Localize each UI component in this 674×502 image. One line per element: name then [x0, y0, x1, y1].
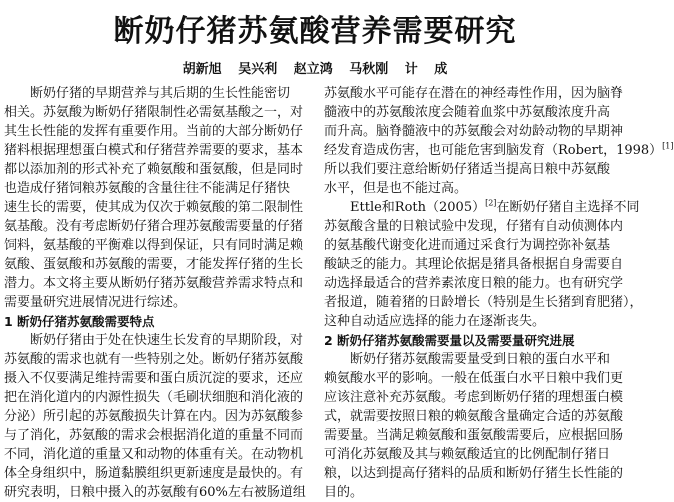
body-line: 速生长的需要，使其成为仅次于赖氨酸的第二限制性 — [4, 200, 304, 215]
body-line: 水平，但是也不能过高。 — [324, 181, 468, 196]
paper-title: 断奶仔猪苏氨酸营养需要研究 — [113, 14, 517, 49]
body-line: 需要量。当满足赖氨酸和蛋氨酸需要后，应根据回肠 — [324, 428, 624, 443]
body-line: 苏氨酸的需求也就有一些特别之处。断奶仔猪苏氨酸 — [4, 352, 304, 367]
body-line: 把在消化道内的内源性损失（毛刷状细胞和消化液的 — [4, 390, 304, 405]
body-line: 赖氨酸水平的影响。一般在低蛋白水平日粮中我们更 — [324, 371, 624, 386]
body-line: 者报道，随着猪的日龄增长（特别是生长猪到育肥猪）， — [324, 295, 643, 310]
body-line: 饲料，氨基酸的平衡难以得到保证，只有同时满足赖 — [4, 238, 304, 253]
body-line — [324, 141, 674, 160]
body-line: 断奶仔猪的早期营养与其后期的生长性能密切 — [30, 86, 291, 101]
body-line: 相关。苏氨酸为断奶仔猪限制性必需氨基酸之一，对 — [4, 105, 304, 120]
body-line: 研究表明，日粮中摄入的苏氨酸有60%左右被肠道组 — [4, 485, 306, 500]
body-line: 粮，以达到提高仔猪料的品质和断奶仔猪生长性能的 — [324, 466, 624, 481]
body-line: 的氨基酸代谢变化进而通过采食行为调控弥补氨基 — [324, 238, 611, 253]
body-line: 可消化苏氨酸及其与赖氨酸适宜的比例配制仔猪日 — [324, 447, 611, 462]
body-line: 其生长性能的发挥有重要作用。当前的大部分断奶仔 — [4, 124, 304, 139]
body-line: 断奶仔猪由于处在快速生长发育的早期阶段，对 — [30, 333, 304, 348]
paper-authors: 胡新旭 吴兴利 赵立鸿 马秋刚 计 成 — [182, 62, 448, 77]
body-line: 苏氨酸含量的日粮试验中发现，仔猪有自动侦测体内 — [324, 219, 624, 234]
body-line: 目的。 — [324, 485, 364, 500]
body-line: 式，就需要按照日粮的赖氨酸含量确定合适的苏氨酸 — [324, 409, 624, 424]
body-line: 都以添加剂的形式补充了赖氨酸和蛋氨酸，但是同时 — [4, 162, 304, 177]
left-column — [4, 84, 304, 502]
body-line: 应该注意补充苏氨酸。考虑到断奶仔猪的理想蛋白模 — [324, 390, 624, 405]
body-line: 不同，消化道的重量又和动物的体重有关。在动物机 — [4, 447, 304, 462]
body-line: 氨酸、蛋氨酸和苏氨酸的需要，才能发挥仔猪的生长 — [4, 257, 304, 272]
right-column — [324, 84, 674, 502]
body-line: 这种自动适应选择的能力在逐渐丧失。 — [324, 314, 546, 329]
body-line: 苏氨酸水平可能存在潜在的神经毒性作用，因为脑脊 — [324, 86, 624, 101]
body-line: 与了消化，苏氨酸的需求会根据消化道的重量不同而 — [4, 428, 304, 443]
body-line: 氨基酸。没有考虑断奶仔猪合理苏氨酸需要量的仔猪 — [4, 219, 304, 234]
body-line: 需要量研究进展情况进行综述。 — [4, 295, 187, 310]
section-heading-1: 1 断奶仔猪苏氨酸需要特点 — [4, 314, 155, 329]
body-line: 分泌）所引起的苏氨酸损失计算在内。因为苏氨酸参 — [4, 409, 304, 424]
body-line: 所以我们要注意给断奶仔猪适当提高日粮中苏氨酸 — [324, 162, 611, 177]
body-line — [324, 198, 640, 217]
section-heading-2: 2 断奶仔猪苏氨酸需要量以及需要量研究进展 — [324, 333, 575, 348]
body-line: 断奶仔猪苏氨酸需要量受到日粮的蛋白水平和 — [350, 352, 611, 367]
body-line: 体全身组织中，肠道黏膜组织更新速度是最快的。有 — [4, 466, 304, 481]
body-line: 酸缺乏的能力。其理论依据是猪具备根据自身需要自 — [324, 257, 624, 272]
body-line: 摄入不仅要满足维持需要和蛋白质沉淀的要求，还应 — [4, 371, 304, 386]
body-line: 而升高。脑脊髓液中的苏氨酸会对幼龄动物的早期神 — [324, 124, 624, 139]
body-text: 经发育造成伤害，也可能危害到脑发育（Robert，1998） — [324, 143, 663, 158]
body-line: 潜力。本文将主要从断奶仔猪苏氨酸营养需求特点和 — [4, 276, 304, 291]
body-text: 在断奶仔猪自主选择不同 — [496, 200, 640, 215]
body-line: 髓液中的苏氨酸浓度会随着血浆中苏氨酸浓度升高 — [324, 105, 611, 120]
body-line: 动选择最适合的营养素浓度日粮的能力。也有研究学 — [324, 276, 624, 291]
citation-ref: [1] — [662, 141, 674, 151]
citation-ref: [2] — [485, 198, 497, 208]
body-line: 猪料根据理想蛋白模式和仔猪营养需要的要求，基本 — [4, 143, 304, 158]
body-line: 也造成仔猪饲粮苏氨酸的含量往往不能满足仔猪快 — [4, 181, 291, 196]
body-text: Ettle和Roth（2005） — [350, 200, 486, 215]
